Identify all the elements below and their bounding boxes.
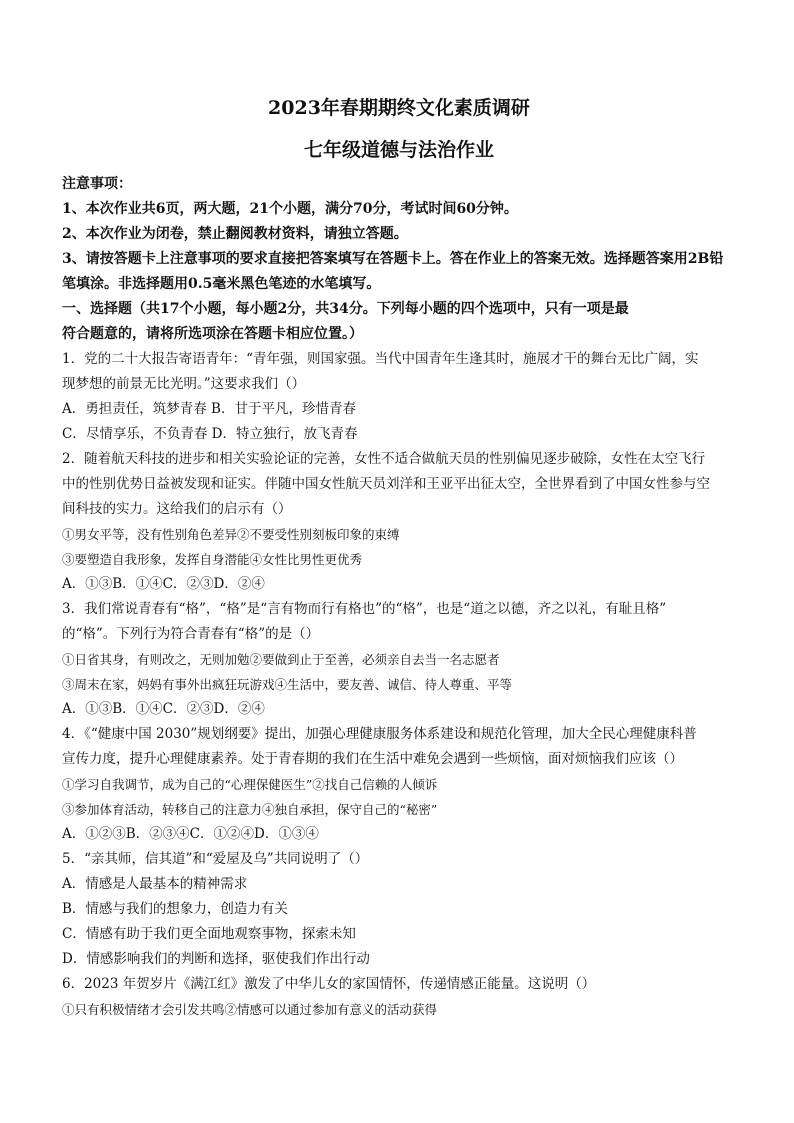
- question-5-option-b: B．情感与我们的想象力，创造力有关: [62, 901, 288, 917]
- question-1: [62, 347, 736, 447]
- question-2-choices-line-1: ①男女平等，没有性别角色差异②不要受性别刻板印象的束缚: [62, 527, 400, 542]
- question-3-stem-line-1: 3．我们常说青春有“格”，“格”是“言有物而行有格也”的“格”，也是“道之以德，齐之以礼，有耻且格”: [62, 601, 667, 617]
- question-2-options: A．①③B．①④C．②③D．②④: [62, 576, 265, 592]
- question-1-options-line-2: C．尽情享乐，不负青春 D．特立独行，放飞青春: [62, 426, 358, 442]
- question-5: [62, 847, 736, 972]
- notice-item-1: 1、本次作业共6页，两大题，21个小题，满分70分，考试时间60分钟。: [62, 201, 518, 217]
- question-6-stem: 6．2023 年贺岁片《满江红》激发了中华儿女的家国情怀，传递情感正能量。这说明（）: [62, 976, 596, 992]
- question-4-choices-line-1: ①学习自我调节，成为自己的“心理保健医生”②找自己信赖的人倾诉: [62, 777, 438, 792]
- question-3-stem-line-2: 的“格”。下列行为符合青春有“格”的是（）: [62, 626, 320, 642]
- section-heading-line-1: 一、选择题（共17个小题，每小题2分，共34分。下列每小题的四个选项中，只有一项是最: [62, 301, 629, 317]
- section-heading: [62, 297, 736, 347]
- question-3: [62, 597, 736, 722]
- question-4-choices-line-2: ③参加体育活动，转移自己的注意力④独自承担，保守自己的“秘密”: [62, 802, 438, 817]
- notice-block: [62, 172, 736, 297]
- question-5-option-c: C．情感有助于我们更全面地观察事物，探索未知: [62, 926, 356, 942]
- question-4-options: A．①②③B．②③④C．①②④D．①③④: [62, 826, 319, 842]
- question-2-stem-line-2: 中的性别优势日益被发现和证实。伴随中国女性航天员刘洋和王亚平出征太空，全世界看到了中国女性参与空: [62, 476, 710, 492]
- notice-item-2: 2、本次作业为闭卷，禁止翻阅教材资料，请独立答题。: [62, 226, 408, 242]
- question-1-stem-line-2: 现梦想的前景无比光明。”这要求我们（）: [62, 376, 306, 392]
- question-2-stem-line-1: 2．随着航天科技的进步和相关实验论证的完善，女性不适合做航天员的性别偏见逐步破除，女性在太空飞行: [62, 451, 706, 467]
- page-subtitle: 七年级道德与法治作业: [303, 139, 494, 161]
- notice-heading: 注意事项：: [62, 176, 132, 192]
- question-4-stem-line-2: 宣传力度，提升心理健康素养。处于青春期的我们在生活中难免会遇到一些烦恼，面对烦恼我们应该（）: [62, 751, 683, 767]
- question-5-option-a: A．情感是人最基本的精神需求: [62, 876, 248, 892]
- page-title: 2023年春期期终文化素质调研: [268, 97, 530, 119]
- section-heading-line-2: 符合题意的，请将所选项涂在答题卡相应位置。）: [62, 326, 363, 342]
- question-2: [62, 447, 736, 597]
- question-3-choices-line-2: ③周末在家，妈妈有事外出疯狂玩游戏④生活中，要友善、诚信、待人尊重、平等: [62, 677, 513, 692]
- question-6: [62, 972, 736, 1022]
- question-5-option-d: D．情感影响我们的判断和选择，驱使我们作出行动: [62, 951, 370, 967]
- question-6-choices-line-1: ①只有积极情绪才会引发共鸣②情感可以通过参加有意义的活动获得: [62, 1002, 438, 1017]
- question-2-choices-line-2: ③要塑造自我形象，发挥自身潜能④女性比男性更优秀: [62, 552, 363, 567]
- question-3-options: A．①③B．①④C．②③D．②④: [62, 701, 265, 717]
- question-4: [62, 722, 736, 847]
- question-5-stem: 5．“亲其师，信其道”和“爱屋及乌”共同说明了（）: [62, 851, 369, 867]
- question-3-choices-line-1: ①日省其身，有则改之，无则加勉②要做到止于至善，必须亲自去当一名志愿者: [62, 652, 500, 667]
- question-4-stem-line-1: 4．《“健康中国 2030”规划纲要》提出，加强心理健康服务体系建设和规范化管理，加大全民心理健康科普: [62, 726, 697, 742]
- question-1-options-line-1: A．勇担责任，筑梦青春 B．甘于平凡，珍惜青春: [62, 401, 356, 417]
- notice-item-3: 3、请按答题卡上注意事项的要求直接把答案填写在答题卡上。答在作业上的答案无效。选择题答案用2B铅笔填涂。非选择题用0.5毫米黑色笔迹的水笔填写。: [62, 251, 724, 292]
- question-2-stem-line-3: 间科技的实力。这给我们的启示有（）: [62, 501, 292, 517]
- question-1-stem-line-1: 1．党的二十大报告寄语青年：“青年强，则国家强。当代中国青年生逢其时，施展才干的舞台无比广阔，实: [62, 351, 699, 367]
